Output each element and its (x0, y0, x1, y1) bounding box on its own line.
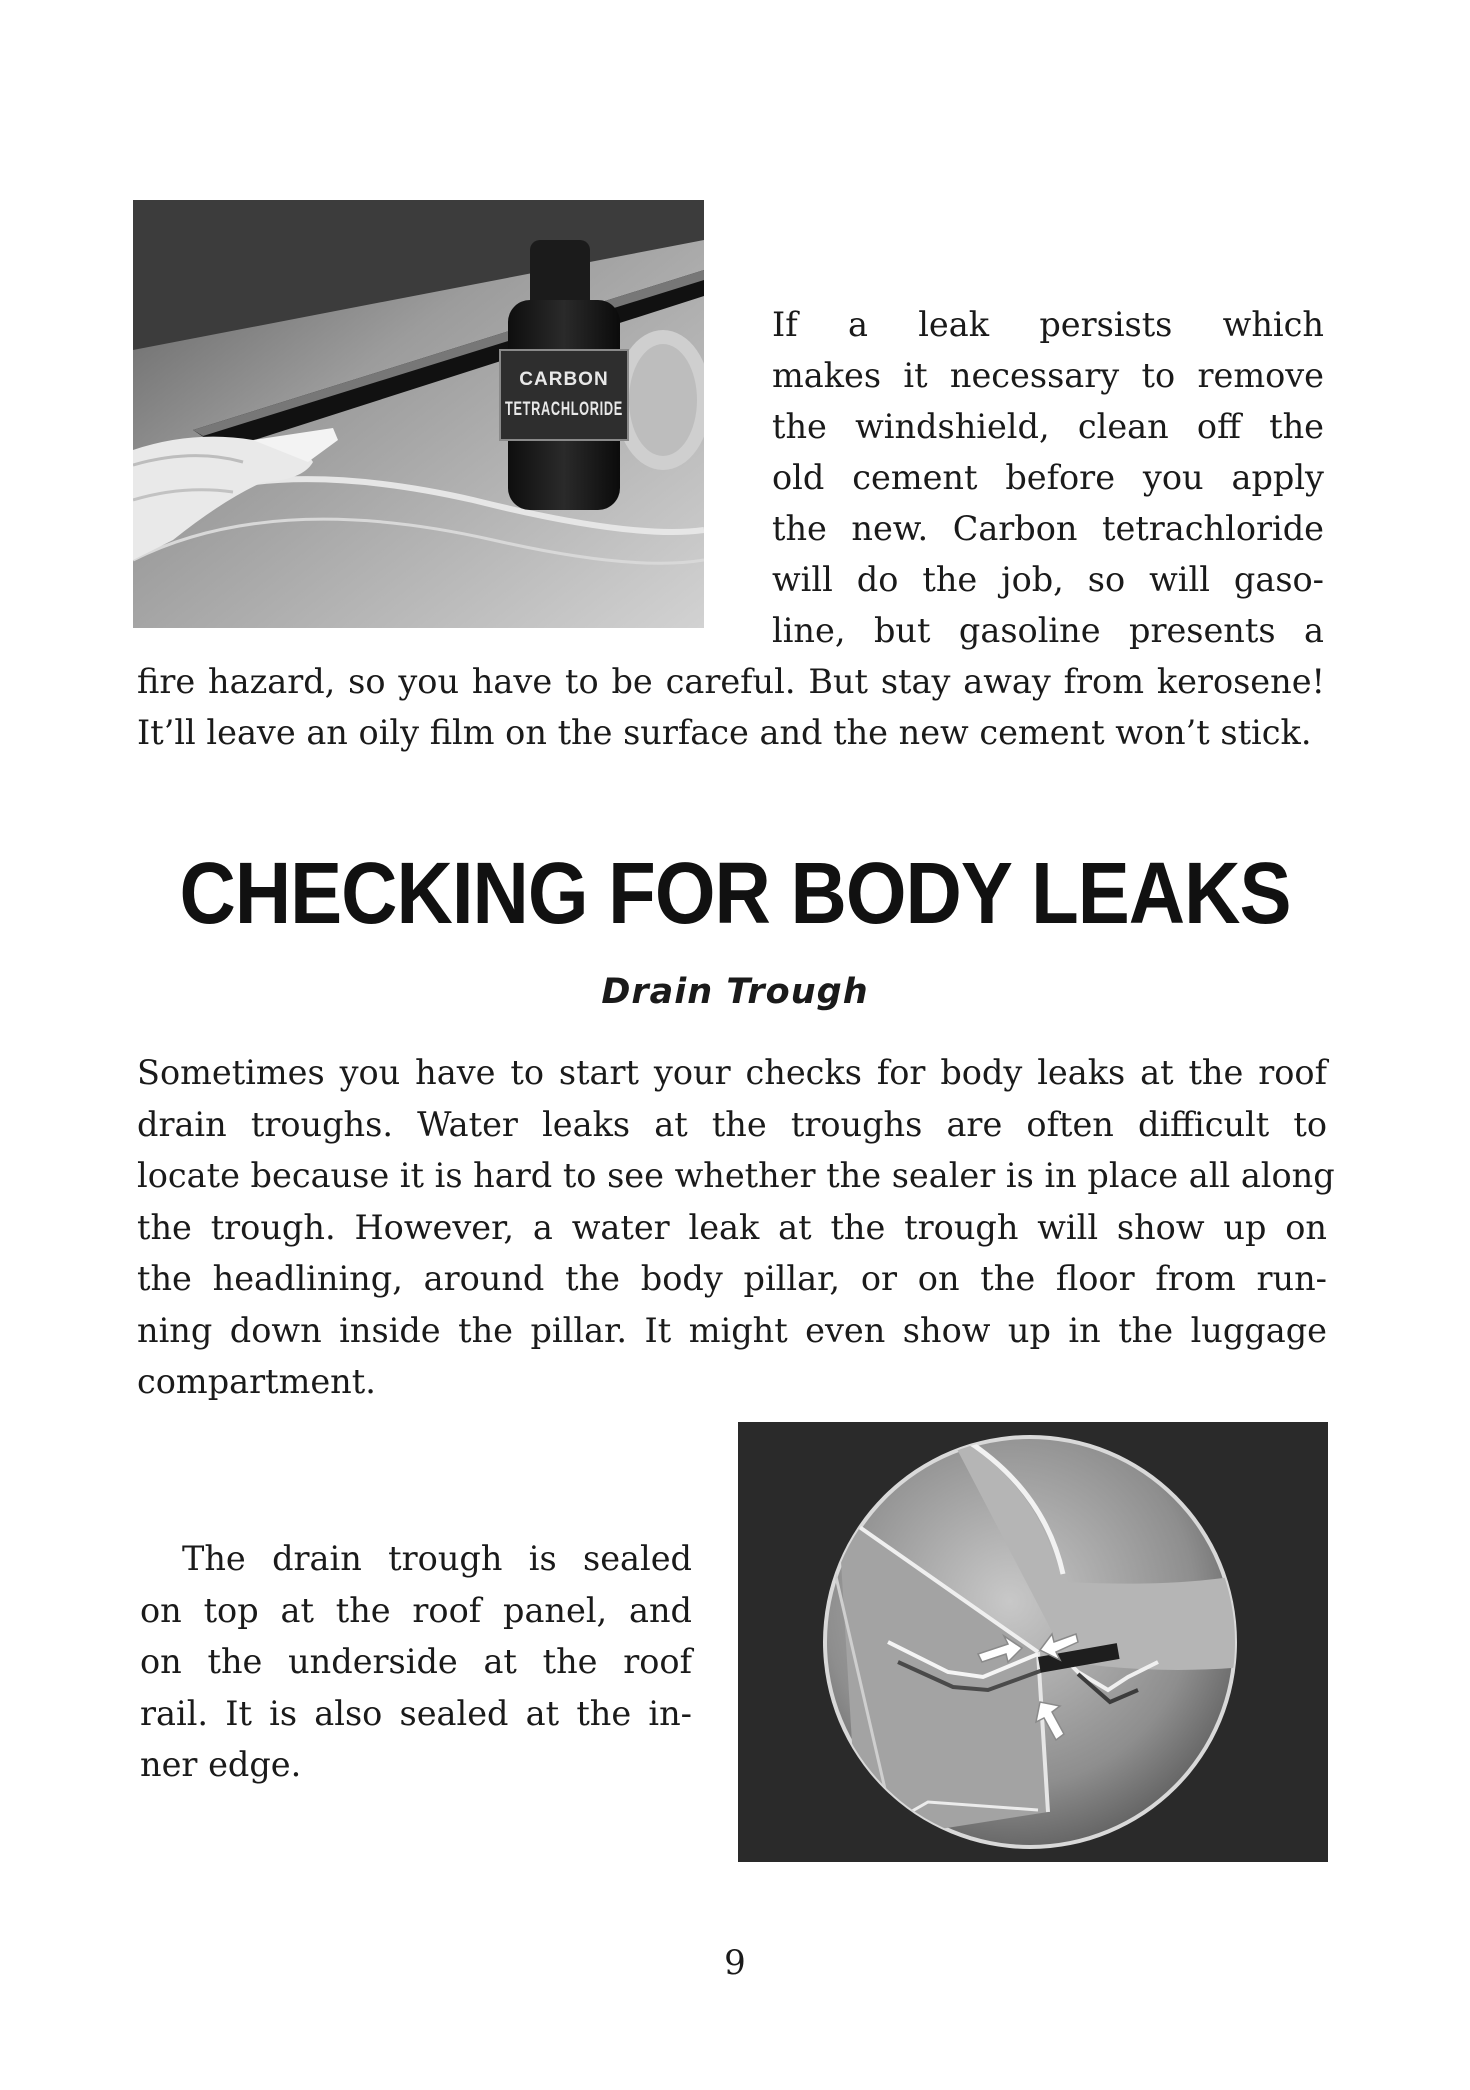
intro-line: the new. Carbon tetrachloride (772, 509, 1324, 548)
body-line: Sometimes you have to start your checks for body leaks at the roof (137, 1053, 1327, 1092)
body-line: drain troughs. Water leaks at the troughs are often difficult to (137, 1104, 1327, 1144)
caption-line: rail. It is also sealed at the in- (140, 1693, 692, 1733)
intro-line: old cement before you apply (772, 458, 1324, 497)
intro-line: line, but gasoline presents a (772, 611, 1324, 650)
body-line: the trough. However, a water leak at the trough will show up on (137, 1207, 1327, 1247)
caption-line: The drain trough is sealed (182, 1539, 692, 1578)
intro-wrapped-text (772, 299, 1324, 656)
body-paragraph (137, 1047, 1335, 1408)
section-subheading: Drain Trough (601, 972, 869, 1012)
intro-line: makes it necessary to remove (772, 356, 1324, 395)
page-number: 9 (724, 1943, 746, 1983)
section-heading: CHECKING FOR BODY LEAKS (179, 843, 1291, 943)
caption-paragraph (140, 1533, 692, 1791)
intro-line: If a leak persists which (772, 305, 1324, 344)
caption-line: on the underside at the roof (140, 1642, 692, 1681)
drain-trough-diagram (738, 1422, 1328, 1862)
body-line: compartment. (137, 1362, 376, 1401)
intro-line: the windshield, clean off the (772, 407, 1324, 446)
bottle-label-line1: CARBON (519, 369, 609, 390)
caption-line: ner edge. (140, 1745, 302, 1784)
intro-full-line: fire hazard, so you have to be careful. But stay away from kerosene! (137, 662, 1325, 701)
intro-line: will do the job, so will gaso- (772, 560, 1324, 599)
caption-line: on top at the roof panel, and (140, 1590, 692, 1630)
windshield-cleaning-photo (133, 200, 704, 628)
body-line: ning down inside the pillar. It might even show up in the luggage (137, 1310, 1327, 1350)
body-line: the headlining, around the body pillar, or on the floor from run- (137, 1259, 1327, 1298)
body-line: locate because it is hard to see whether the sealer is in place all along (137, 1156, 1335, 1195)
intro-full-line: It’ll leave an oily film on the surface and the new cement won’t stick. (137, 713, 1312, 752)
bottle-label-line2: TETRACHLORIDE (505, 399, 623, 420)
